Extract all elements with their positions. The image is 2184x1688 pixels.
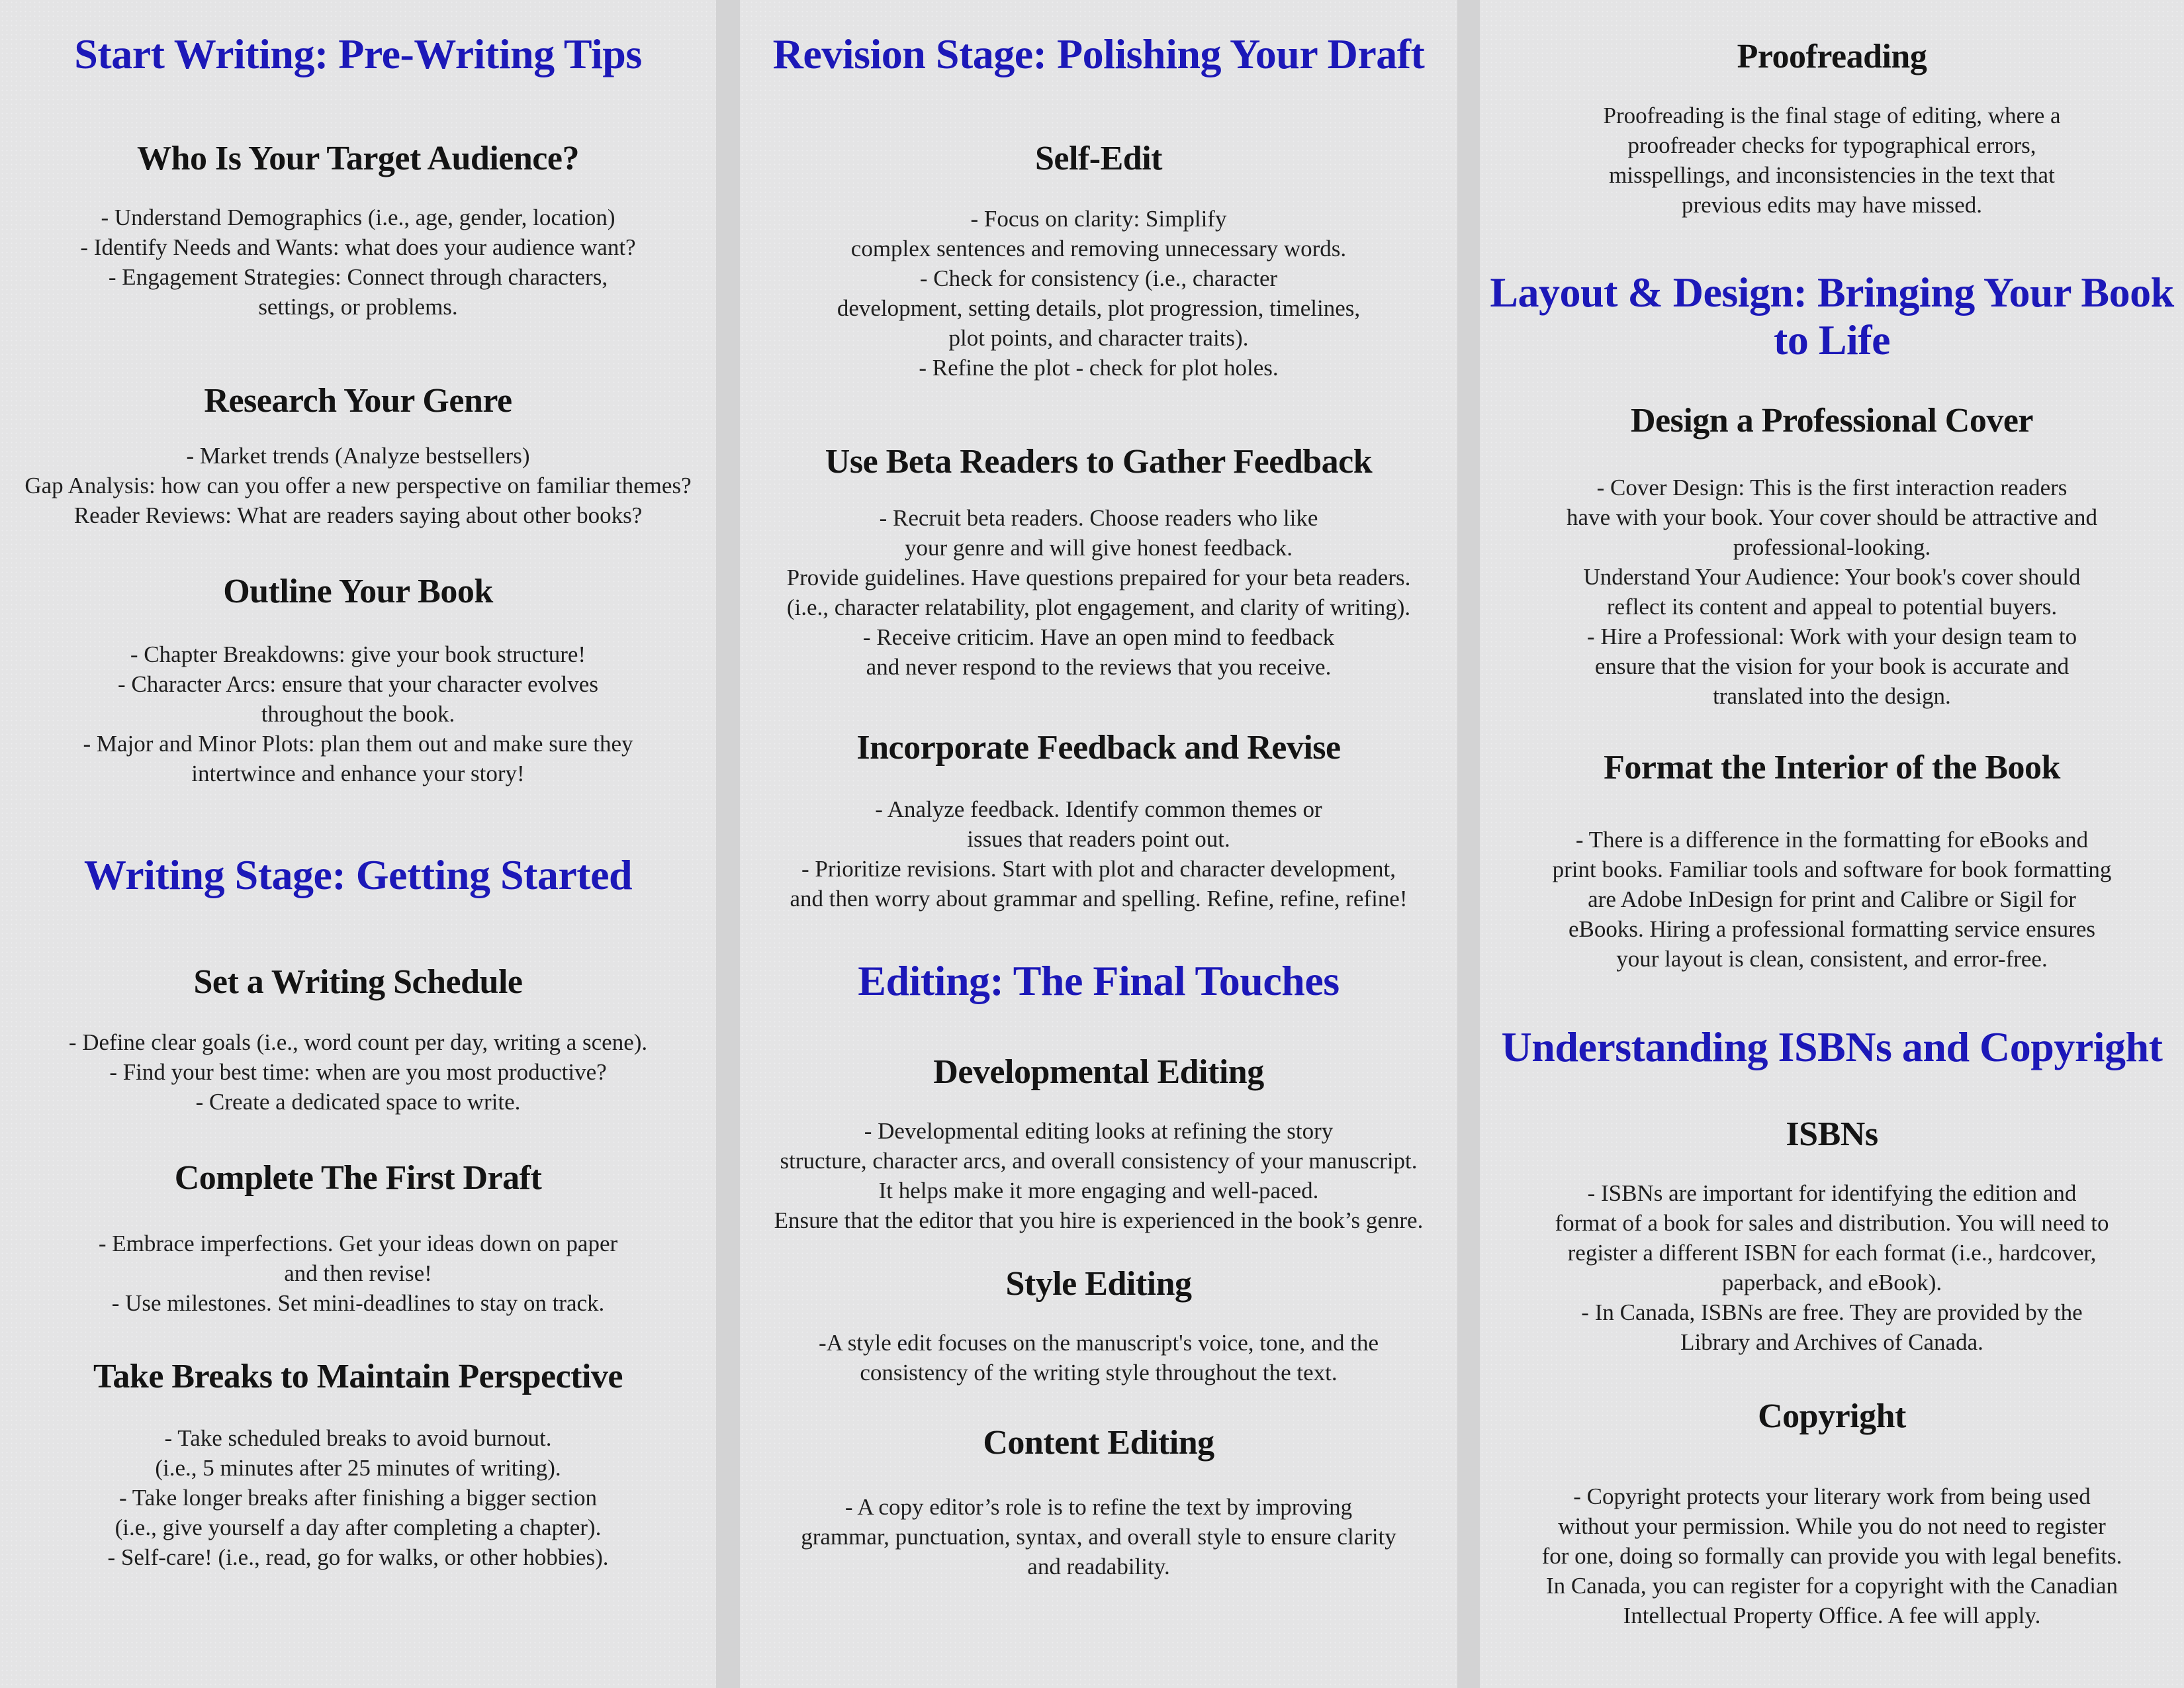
text-line: - There is a difference in the formatting for eBooks and bbox=[1575, 827, 2089, 853]
text-line: eBooks. Hiring a professional formatting service ensures bbox=[1568, 916, 2096, 942]
text-line: Gap Analysis: how can you offer a new perspective on familiar themes? bbox=[24, 473, 692, 498]
text-line: previous edits may have missed. bbox=[1682, 192, 1982, 218]
text-line: Proofreading is the final stage of editing, where a bbox=[1603, 103, 2061, 128]
body-outline-book bbox=[7, 639, 709, 788]
text-line: - Embrace imperfections. Get your ideas down on paper bbox=[98, 1231, 618, 1256]
text-line: - Cover Design: This is the first interaction readers bbox=[1596, 475, 2068, 500]
body-cover-design bbox=[1486, 473, 2177, 711]
heading-writing-stage: Writing Stage: Getting Started bbox=[83, 851, 633, 898]
title-writing-schedule: Set a Writing Schedule bbox=[193, 963, 523, 1001]
text-line: your genre and will give honest feedback. bbox=[904, 535, 1293, 561]
title-proofreading: Proofreading bbox=[1737, 38, 1927, 75]
text-line: - Market trends (Analyze bestsellers) bbox=[186, 443, 530, 469]
title-isbns: ISBNs bbox=[1786, 1115, 1878, 1153]
text-line: In Canada, you can register for a copyright with the Canadian bbox=[1545, 1573, 2118, 1599]
text-line: for one, doing so formally can provide you with legal benefits. bbox=[1541, 1543, 2122, 1569]
text-line: paperback, and eBook). bbox=[1721, 1270, 1942, 1295]
text-line: - Self-care! (i.e., read, go for walks, or other hobbies). bbox=[107, 1544, 609, 1570]
text-line: development, setting details, plot progression, timelines, bbox=[837, 295, 1361, 321]
text-line: -A style edit focuses on the manuscript's voice, tone, and the bbox=[818, 1330, 1379, 1356]
text-line: - Take scheduled breaks to avoid burnout. bbox=[164, 1425, 552, 1451]
heading-editing: Editing: The Final Touches bbox=[858, 957, 1340, 1004]
heading-line: Layout & Design: Bringing Your Book bbox=[1490, 269, 2174, 316]
text-line: settings, or problems. bbox=[258, 294, 458, 320]
text-line: Understand Your Audience: Your book's cover should bbox=[1583, 564, 2081, 590]
text-line: your layout is clean, consistent, and error-free. bbox=[1616, 946, 2048, 972]
panel-publishing bbox=[1480, 0, 2184, 1688]
text-line: Intellectual Property Office. A fee will apply. bbox=[1623, 1603, 2041, 1628]
text-line: and then worry about grammar and spelling. Refine, refine, refine! bbox=[790, 886, 1408, 912]
text-line: - Focus on clarity: Simplify bbox=[970, 206, 1227, 232]
title-cover-design: Design a Professional Cover bbox=[1630, 402, 2034, 440]
title-first-draft: Complete The First Draft bbox=[174, 1159, 542, 1197]
title-copyright: Copyright bbox=[1758, 1397, 1906, 1435]
text-line: - Identify Needs and Wants: what does your audience want? bbox=[80, 234, 636, 260]
text-line: - Find your best time: when are you most productive? bbox=[109, 1059, 607, 1085]
text-line: misspellings, and inconsistencies in the text that bbox=[1609, 162, 2055, 188]
body-isbns bbox=[1486, 1178, 2177, 1357]
body-incorporate-feedback bbox=[747, 794, 1451, 914]
title-target-audience: Who Is Your Target Audience? bbox=[137, 140, 579, 177]
text-line: - Use milestones. Set mini-deadlines to stay on track. bbox=[111, 1290, 605, 1316]
text-line: grammar, punctuation, syntax, and overall style to ensure clarity bbox=[801, 1524, 1396, 1550]
body-developmental-editing bbox=[747, 1116, 1451, 1235]
title-developmental-editing: Developmental Editing bbox=[933, 1053, 1264, 1091]
text-line: - Understand Demographics (i.e., age, gender, location) bbox=[101, 205, 615, 230]
title-outline-book: Outline Your Book bbox=[223, 573, 493, 610]
text-line: - A copy editor’s role is to refine the text by improving bbox=[844, 1494, 1353, 1520]
text-line: proofreader checks for typographical errors, bbox=[1627, 132, 2036, 158]
text-line: are Adobe InDesign for print and Calibre or Sigil for bbox=[1588, 886, 2076, 912]
title-self-edit: Self-Edit bbox=[1035, 140, 1162, 177]
heading-isbn-copyright: Understanding ISBNs and Copyright bbox=[1501, 1023, 2163, 1070]
title-research-genre: Research Your Genre bbox=[204, 382, 512, 420]
text-line: throughout the book. bbox=[261, 701, 455, 727]
text-line: - ISBNs are important for identifying the edition and bbox=[1587, 1180, 2077, 1206]
text-line: and readability. bbox=[1027, 1554, 1170, 1579]
text-line: - Check for consistency (i.e., character bbox=[919, 265, 1278, 291]
text-line: and never respond to the reviews that you receive. bbox=[866, 654, 1332, 680]
body-first-draft bbox=[7, 1229, 709, 1318]
title-content-editing: Content Editing bbox=[983, 1424, 1214, 1462]
title-take-breaks: Take Breaks to Maintain Perspective bbox=[93, 1358, 623, 1395]
text-line: (i.e., character relatability, plot engagement, and clarity of writing). bbox=[786, 594, 1411, 620]
text-line: It helps make it more engaging and well-paced. bbox=[878, 1178, 1319, 1203]
text-line: Library and Archives of Canada. bbox=[1680, 1329, 1983, 1355]
body-target-audience bbox=[7, 203, 709, 322]
heading-revision-stage: Revision Stage: Polishing Your Draft bbox=[772, 30, 1425, 77]
text-line: plot points, and character traits). bbox=[948, 325, 1249, 351]
text-line: Ensure that the editor that you hire is experienced in the book’s genre. bbox=[774, 1207, 1424, 1233]
text-line: - Refine the plot - check for plot holes. bbox=[919, 355, 1279, 381]
text-line: - In Canada, ISBNs are free. They are provided by the bbox=[1581, 1299, 2083, 1325]
text-line: - Character Arcs: ensure that your character evolves bbox=[118, 671, 598, 697]
text-line: - Chapter Breakdowns: give your book structure! bbox=[130, 641, 586, 667]
body-research-genre bbox=[7, 441, 709, 530]
text-line: - Define clear goals (i.e., word count per day, writing a scene). bbox=[68, 1029, 648, 1055]
text-line: - Prioritize revisions. Start with plot and character development, bbox=[801, 856, 1396, 882]
text-line: professional-looking. bbox=[1733, 534, 1931, 560]
panel-pre-writing-and-writing bbox=[0, 0, 716, 1688]
text-line: - Hire a Professional: Work with your design team to bbox=[1586, 624, 2077, 649]
text-line: structure, character arcs, and overall consistency of your manuscript. bbox=[780, 1148, 1418, 1174]
body-content-editing bbox=[747, 1492, 1451, 1581]
title-incorporate-feedback: Incorporate Feedback and Revise bbox=[856, 729, 1341, 767]
text-line: - Create a dedicated space to write. bbox=[195, 1089, 521, 1115]
body-take-breaks bbox=[7, 1423, 709, 1572]
text-line: Reader Reviews: What are readers saying about other books? bbox=[73, 502, 643, 528]
text-line: - Engagement Strategies: Connect through characters, bbox=[108, 264, 608, 290]
body-format-interior bbox=[1486, 825, 2177, 974]
body-copyright bbox=[1486, 1481, 2177, 1630]
body-writing-schedule bbox=[7, 1027, 709, 1117]
text-line: Provide guidelines. Have questions prepaired for your beta readers. bbox=[786, 565, 1411, 590]
text-line: ensure that the vision for your book is accurate and bbox=[1594, 653, 2070, 679]
title-format-interior: Format the Interior of the Book bbox=[1604, 749, 2060, 786]
text-line: - Major and Minor Plots: plan them out and make sure they bbox=[83, 731, 633, 757]
text-line: have with your book. Your cover should be attractive and bbox=[1567, 504, 2097, 530]
text-line: - Developmental editing looks at refining the story bbox=[864, 1118, 1334, 1144]
heading-layout-design bbox=[1480, 269, 2184, 364]
text-line: - Recruit beta readers. Choose readers who like bbox=[879, 505, 1318, 531]
body-proofreading bbox=[1486, 101, 2177, 220]
text-line: (i.e., give yourself a day after completing a chapter). bbox=[114, 1515, 602, 1540]
text-line: register a different ISBN for each format (i.e., hardcover, bbox=[1567, 1240, 2097, 1266]
text-line: and then revise! bbox=[284, 1260, 432, 1286]
text-line: - Copyright protects your literary work from being used bbox=[1573, 1483, 2091, 1509]
text-line: - Take longer breaks after finishing a bigger section bbox=[119, 1485, 597, 1511]
body-beta-readers bbox=[747, 503, 1451, 682]
text-line: issues that readers point out. bbox=[967, 826, 1230, 852]
text-line: - Receive criticim. Have an open mind to feedback bbox=[862, 624, 1335, 650]
title-beta-readers: Use Beta Readers to Gather Feedback bbox=[825, 443, 1373, 481]
heading-line: to Life bbox=[1774, 316, 1890, 363]
text-line: intertwince and enhance your story! bbox=[191, 761, 525, 786]
body-style-editing bbox=[747, 1328, 1451, 1387]
text-line: reflect its content and appeal to potential buyers. bbox=[1606, 594, 2058, 620]
body-self-edit bbox=[747, 204, 1451, 383]
text-line: - Analyze feedback. Identify common themes or bbox=[875, 796, 1322, 822]
panel-revision-and-editing bbox=[740, 0, 1457, 1688]
text-line: print books. Familiar tools and software for book formatting bbox=[1552, 857, 2112, 882]
title-style-editing: Style Editing bbox=[1005, 1265, 1192, 1303]
text-line: complex sentences and removing unnecessary words. bbox=[850, 236, 1347, 261]
text-line: consistency of the writing style throughout the text. bbox=[860, 1360, 1338, 1385]
heading-start-writing: Start Writing: Pre-Writing Tips bbox=[74, 30, 642, 77]
text-line: (i.e., 5 minutes after 25 minutes of writing). bbox=[155, 1455, 561, 1481]
text-line: translated into the design. bbox=[1713, 683, 1951, 709]
text-line: format of a book for sales and distribution. You will need to bbox=[1555, 1210, 2109, 1236]
text-line: without your permission. While you do not need to register bbox=[1558, 1513, 2106, 1539]
